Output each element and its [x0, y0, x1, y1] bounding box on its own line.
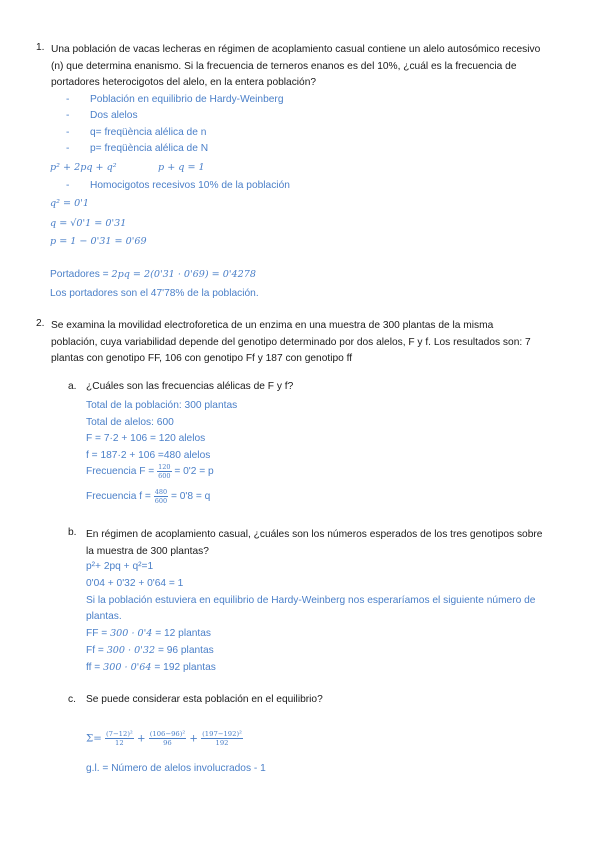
- denominator: 600: [158, 472, 171, 480]
- answer-line: 0'04 + 0'32 + 0'64 = 1: [86, 577, 184, 589]
- freq-F-label: Frecuencia F =: [86, 466, 155, 478]
- answer-line: p²+ 2pq + q²=1: [86, 561, 154, 572]
- q2b-answer: [86, 559, 535, 677]
- genotype-result: = 12 plantas: [155, 628, 212, 640]
- freq-F-result: = 0'2 = p: [174, 466, 214, 478]
- q1-question-line: Una población de vacas lecheras en régimen de acoplamiento casual contiene un alelo autosómico recesivo: [51, 44, 541, 55]
- eq-q-squared: q² = 0'1: [50, 198, 89, 209]
- bullet-text: p= freqüència alélica de N: [90, 143, 209, 155]
- q2b-question-line: la muestra de 300 plantas?: [86, 545, 209, 557]
- denominator: 600: [154, 497, 168, 505]
- list-item: - q= freqüència alélica de n: [66, 126, 207, 138]
- answer-line: Si la población estuviera en equilibrio de Hardy-Weinberg nos esperaríamos el siguiente número de: [86, 594, 536, 606]
- q2-question-line: población, cuya variabilidad depende del genotipo determinado por dos alelos, F y f. Los resultados son: 7: [51, 336, 531, 348]
- bullet-text: Población en equilibrio de Hardy-Weinberg: [90, 94, 284, 105]
- degrees-of-freedom: g.l. = Número de alelos involucrados - 1: [86, 763, 266, 774]
- denominator: 12: [115, 739, 124, 747]
- genotype-ff-line: [86, 660, 535, 677]
- answer-line: Total de alelos: 600: [86, 416, 174, 428]
- list-item: - Homocigotos recesivos 10% de la población: [66, 180, 290, 191]
- list-item: - Dos alelos: [66, 110, 138, 122]
- q1-conclusion: Los portadores son el 47'78% de la población.: [50, 288, 259, 299]
- bullet-text: q= freqüència alélica de n: [90, 126, 207, 138]
- chi-square-formula: [86, 730, 243, 747]
- freq-f-result: = 0'8 = q: [170, 491, 211, 503]
- q1-bullet-list: [66, 92, 284, 158]
- numerator: (7−12)²: [106, 730, 133, 738]
- denominator: 96: [163, 739, 172, 747]
- allele-sum-equation: p + q = 1: [158, 162, 205, 173]
- genotype-result: = 192 plantas: [154, 661, 216, 673]
- q1-question-line: portadores heterocigotos del alelo, en la entera población?: [51, 77, 317, 88]
- hw-equation: p² + 2pq + q²: [50, 162, 117, 173]
- portadores-label: Portadores =: [50, 269, 109, 280]
- answer-line: plantas.: [86, 611, 122, 623]
- list-item: - p= freqüència alélica de N: [66, 143, 209, 155]
- q2-question-line: Se examina la movilidad electroforetica de un enzima en una muestra de 300 plantas de la misma: [51, 320, 494, 331]
- genotype-Ff-line: [86, 643, 535, 660]
- denominator: 192: [215, 739, 229, 747]
- plus-sign: +: [189, 733, 198, 745]
- sigma-symbol: Σ=: [86, 733, 102, 745]
- freq-F-fraction: [157, 463, 171, 480]
- chi-term: [149, 730, 186, 747]
- q2-question: [51, 318, 531, 368]
- freq-f-line: [86, 488, 210, 505]
- freq-f-fraction: [154, 488, 168, 505]
- q2b-question: [86, 527, 542, 560]
- q2a-question: ¿Cuáles son las frecuencias alélicas de F y f?: [86, 381, 294, 392]
- genotype-label: FF =: [86, 628, 108, 640]
- q2c-question: Se puede considerar esta población en el equilibrio?: [86, 694, 323, 705]
- freq-f-label: Frecuencia f =: [86, 491, 151, 503]
- eq-q: q = √0'1 = 0'31: [50, 218, 127, 229]
- genotype-equation: 300 · 0'64: [103, 661, 152, 673]
- chi-term: [201, 730, 243, 747]
- eq-p: p = 1 − 0'31 = 0'69: [50, 236, 147, 247]
- q2a-letter: a.: [68, 381, 77, 392]
- q2-number: 2.: [36, 318, 45, 329]
- genotype-equation: 300 · 0'32: [106, 644, 156, 656]
- chi-term: [105, 730, 134, 747]
- q2b-question-line: En régimen de acoplamiento casual, ¿cuáles son los números esperados de los tres genotipos sobre: [86, 529, 543, 540]
- q2b-letter: b.: [68, 527, 77, 538]
- portadores-equation: 2pq = 2(0'31 · 0'69) = 0'4278: [111, 269, 256, 280]
- answer-line: Total de la población: 300 plantas: [86, 400, 238, 411]
- answer-line: f = 187·2 + 106 =480 alelos: [86, 449, 211, 461]
- portadores-line: [50, 269, 256, 280]
- numerator: 120: [158, 463, 171, 471]
- genotype-label: Ff =: [86, 644, 104, 656]
- q2a-answer: [86, 398, 237, 464]
- bullet-text: Homocigotos recesivos 10% de la población: [90, 180, 290, 191]
- answer-line: F = 7·2 + 106 = 120 alelos: [86, 433, 206, 444]
- q1-question-line: (n) que determina enanismo. Si la frecuencia de terneros enanos es del 10%, ¿cuál es la frecuencia de: [51, 60, 517, 72]
- numerator: 480: [154, 488, 168, 496]
- genotype-FF-line: [86, 626, 535, 643]
- q2-question-line: plantas con genotipo FF, 106 con genotipo Ff y 187 con genotipo ff: [51, 353, 353, 364]
- q2c-letter: c.: [68, 694, 76, 705]
- numerator: (197−192)²: [202, 730, 242, 738]
- genotype-result: = 96 plantas: [157, 644, 214, 656]
- plus-sign: +: [136, 733, 146, 745]
- bullet-text: Dos alelos: [90, 110, 138, 122]
- genotype-equation: 300 · 0'4: [110, 628, 153, 640]
- genotype-label: ff =: [86, 661, 101, 673]
- list-item: - Población en equilibrio de Hardy-Weinberg: [66, 94, 284, 105]
- numerator: (106−96)²: [149, 730, 186, 738]
- q1-number: 1.: [36, 42, 45, 53]
- q1-question: [51, 42, 540, 92]
- freq-F-line: [86, 463, 214, 480]
